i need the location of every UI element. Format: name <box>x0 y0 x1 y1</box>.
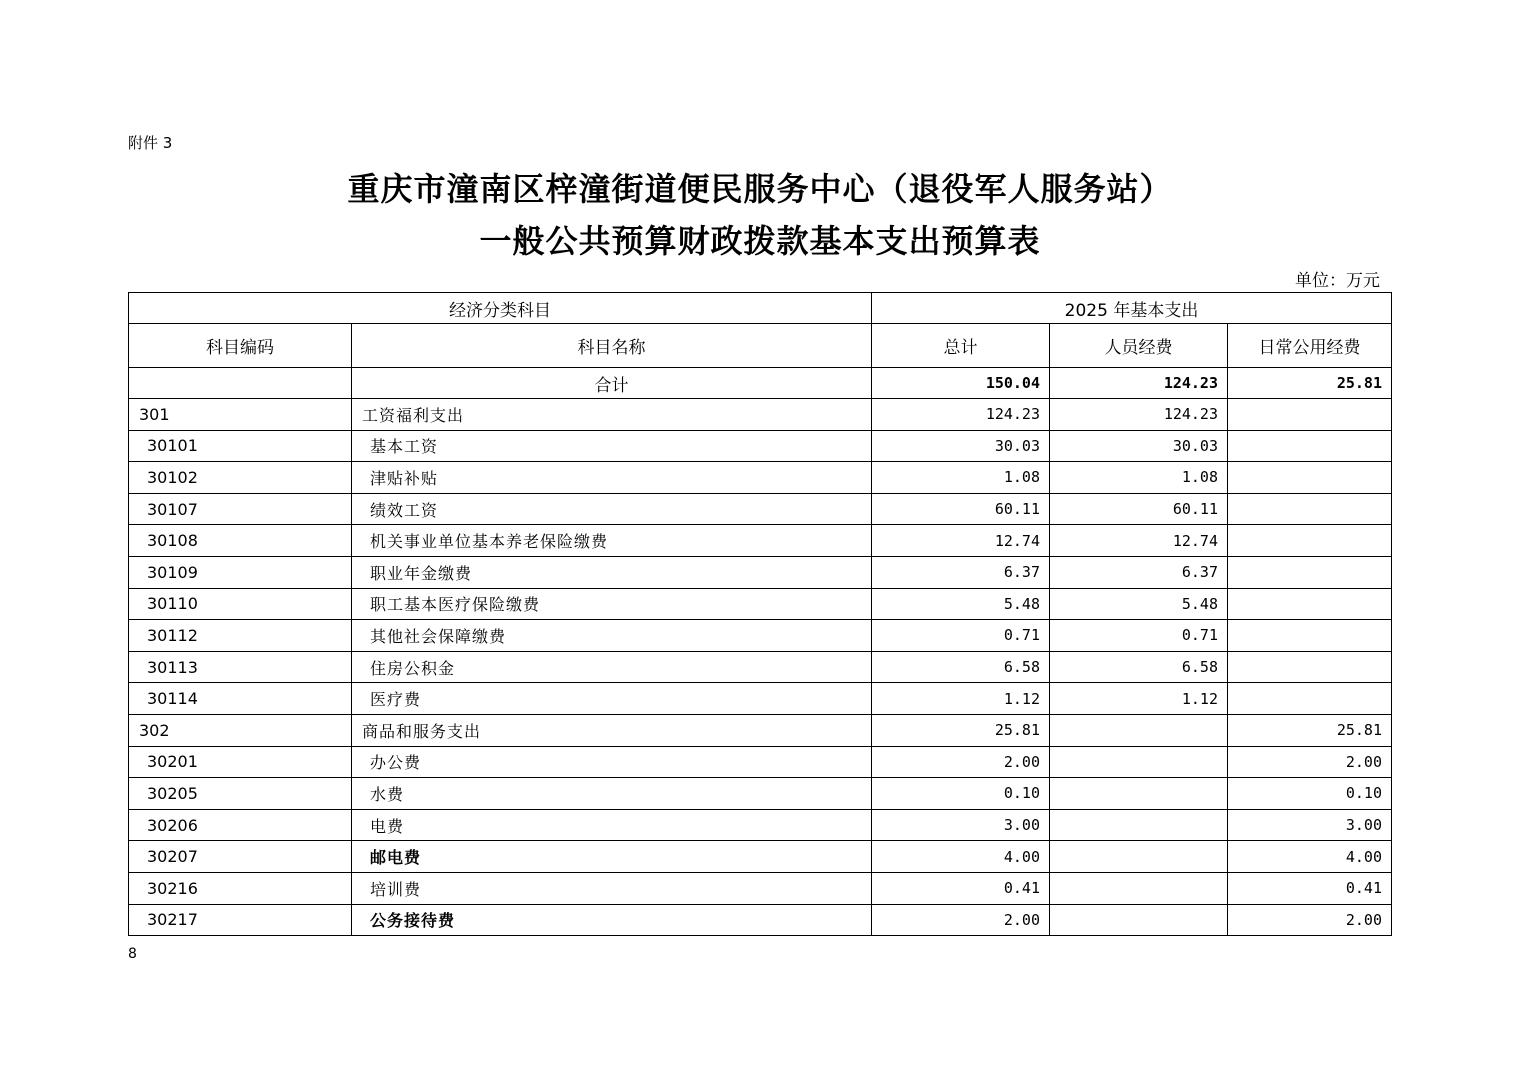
table-row <box>129 904 1392 936</box>
column-header-public: 日常公用经费 <box>1228 324 1392 368</box>
table-row <box>129 430 1392 462</box>
row-personnel: 60.11 <box>1050 493 1228 525</box>
row-code: 30217 <box>129 904 352 936</box>
row-public <box>1228 588 1392 620</box>
table-row <box>129 809 1392 841</box>
row-public <box>1228 556 1392 588</box>
attachment-label: 附件 3 <box>128 134 173 152</box>
total-row-code <box>129 368 352 399</box>
row-code: 30113 <box>129 651 352 683</box>
table-row <box>129 620 1392 652</box>
row-name: 水费 <box>352 778 872 810</box>
row-name: 工资福利支出 <box>352 399 872 431</box>
row-personnel <box>1050 841 1228 873</box>
row-total: 6.37 <box>872 556 1050 588</box>
page-number: 8 <box>128 946 137 962</box>
row-personnel <box>1050 746 1228 778</box>
row-total: 5.48 <box>872 588 1050 620</box>
row-total: 3.00 <box>872 809 1050 841</box>
group-header-basic-expenditure: 2025 年基本支出 <box>872 293 1392 324</box>
row-name: 津贴补贴 <box>352 462 872 494</box>
row-public <box>1228 399 1392 431</box>
row-code: 30207 <box>129 841 352 873</box>
row-total: 0.10 <box>872 778 1050 810</box>
group-header-economic-category: 经济分类科目 <box>129 293 872 324</box>
row-total: 60.11 <box>872 493 1050 525</box>
table-row <box>129 841 1392 873</box>
document-title-line2: 一般公共预算财政拨款基本支出预算表 <box>479 222 1041 260</box>
row-name: 基本工资 <box>352 430 872 462</box>
row-name: 医疗费 <box>352 683 872 715</box>
row-total: 2.00 <box>872 746 1050 778</box>
column-header-code: 科目编码 <box>129 324 352 368</box>
row-code: 30206 <box>129 809 352 841</box>
row-personnel: 0.71 <box>1050 620 1228 652</box>
row-code: 30201 <box>129 746 352 778</box>
row-name: 职工基本医疗保险缴费 <box>352 588 872 620</box>
row-total: 2.00 <box>872 904 1050 936</box>
table-row <box>129 778 1392 810</box>
row-total: 6.58 <box>872 651 1050 683</box>
document-title-line1: 重庆市潼南区梓潼街道便民服务中心（退役军人服务站） <box>347 170 1173 208</box>
row-code: 30216 <box>129 872 352 904</box>
row-public <box>1228 430 1392 462</box>
row-code: 30112 <box>129 620 352 652</box>
total-row <box>129 368 1392 399</box>
row-code: 301 <box>129 399 352 431</box>
row-public: 3.00 <box>1228 809 1392 841</box>
row-total: 0.41 <box>872 872 1050 904</box>
row-personnel <box>1050 714 1228 746</box>
row-personnel: 124.23 <box>1050 399 1228 431</box>
row-code: 30101 <box>129 430 352 462</box>
row-personnel <box>1050 778 1228 810</box>
total-row-total: 150.04 <box>872 368 1050 399</box>
row-code: 30205 <box>129 778 352 810</box>
row-public <box>1228 525 1392 557</box>
row-code: 30107 <box>129 493 352 525</box>
row-code: 30102 <box>129 462 352 494</box>
row-code: 30114 <box>129 683 352 715</box>
row-personnel: 1.08 <box>1050 462 1228 494</box>
total-row-public: 25.81 <box>1228 368 1392 399</box>
table-row <box>129 399 1392 431</box>
row-name: 培训费 <box>352 872 872 904</box>
row-name: 职业年金缴费 <box>352 556 872 588</box>
row-total: 25.81 <box>872 714 1050 746</box>
row-personnel <box>1050 872 1228 904</box>
table-row <box>129 588 1392 620</box>
row-total: 4.00 <box>872 841 1050 873</box>
row-name: 机关事业单位基本养老保险缴费 <box>352 525 872 557</box>
table-row <box>129 556 1392 588</box>
unit-label: 单位：万元 <box>1295 271 1380 291</box>
total-row-personnel: 124.23 <box>1050 368 1228 399</box>
row-code: 302 <box>129 714 352 746</box>
row-name: 邮电费 <box>352 841 872 873</box>
column-header-name: 科目名称 <box>352 324 872 368</box>
row-public <box>1228 493 1392 525</box>
row-total: 1.12 <box>872 683 1050 715</box>
row-personnel: 1.12 <box>1050 683 1228 715</box>
row-personnel: 12.74 <box>1050 525 1228 557</box>
row-public: 25.81 <box>1228 714 1392 746</box>
row-public: 2.00 <box>1228 904 1392 936</box>
row-personnel <box>1050 904 1228 936</box>
row-code: 30108 <box>129 525 352 557</box>
row-code: 30109 <box>129 556 352 588</box>
row-name: 办公费 <box>352 746 872 778</box>
budget-table <box>128 292 1392 936</box>
row-public: 2.00 <box>1228 746 1392 778</box>
column-header-personnel: 人员经费 <box>1050 324 1228 368</box>
row-personnel <box>1050 809 1228 841</box>
row-code: 30110 <box>129 588 352 620</box>
row-personnel: 5.48 <box>1050 588 1228 620</box>
row-name: 电费 <box>352 809 872 841</box>
row-name: 公务接待费 <box>352 904 872 936</box>
table-row <box>129 462 1392 494</box>
column-header-row <box>129 324 1392 368</box>
row-public: 0.10 <box>1228 778 1392 810</box>
table-row <box>129 525 1392 557</box>
row-total: 1.08 <box>872 462 1050 494</box>
row-public <box>1228 651 1392 683</box>
row-total: 124.23 <box>872 399 1050 431</box>
row-total: 0.71 <box>872 620 1050 652</box>
row-personnel: 6.58 <box>1050 651 1228 683</box>
row-personnel: 30.03 <box>1050 430 1228 462</box>
table-row <box>129 714 1392 746</box>
row-name: 其他社会保障缴费 <box>352 620 872 652</box>
group-header-row <box>129 293 1392 324</box>
table-row <box>129 683 1392 715</box>
row-public: 4.00 <box>1228 841 1392 873</box>
row-public: 0.41 <box>1228 872 1392 904</box>
row-name: 绩效工资 <box>352 493 872 525</box>
table-row <box>129 746 1392 778</box>
row-public <box>1228 683 1392 715</box>
row-name: 住房公积金 <box>352 651 872 683</box>
table-row <box>129 872 1392 904</box>
row-public <box>1228 620 1392 652</box>
column-header-total: 总计 <box>872 324 1050 368</box>
row-total: 30.03 <box>872 430 1050 462</box>
row-total: 12.74 <box>872 525 1050 557</box>
table-row <box>129 493 1392 525</box>
row-public <box>1228 462 1392 494</box>
row-name: 商品和服务支出 <box>352 714 872 746</box>
total-row-label: 合计 <box>352 368 872 399</box>
row-personnel: 6.37 <box>1050 556 1228 588</box>
table-row <box>129 651 1392 683</box>
